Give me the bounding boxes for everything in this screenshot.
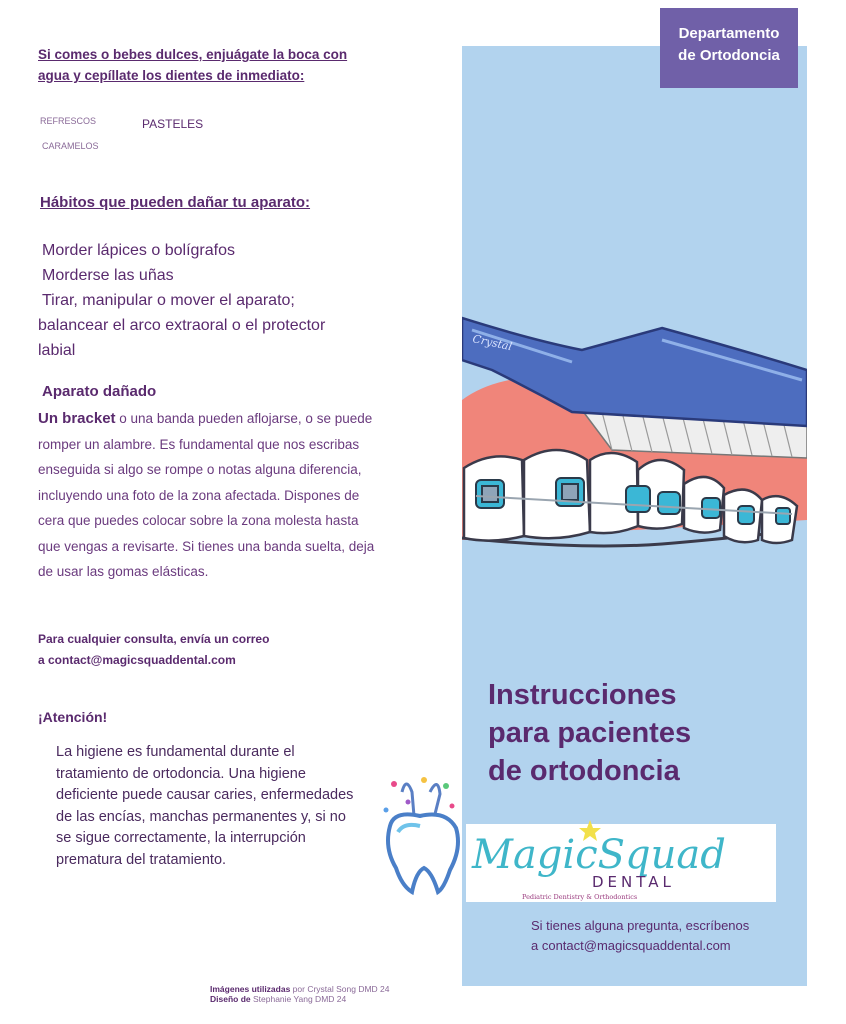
credits-images-by: por Crystal Song DMD 24 xyxy=(290,984,390,994)
damaged-paragraph xyxy=(38,406,383,585)
damaged-lead: Un bracket xyxy=(38,410,116,427)
tooth-mascot-icon xyxy=(384,777,459,892)
logo-tagline: Pediatric Dentistry & Orthodontics xyxy=(522,893,638,901)
habit-item: Tirar, manipular o mover el aparato; xyxy=(42,292,295,309)
magicsquad-logo xyxy=(380,776,780,902)
credits-design-label: Diseño de xyxy=(210,994,251,1004)
food-item-caramelos: CARAMELOS xyxy=(42,141,99,151)
logo-sub: DENTAL xyxy=(592,873,675,891)
damaged-text: o una banda pueden aflojarse, o se puede romper un alambre. Es fundamental que nos escribas enseguida si algo se rompe o notas alguna diferencia, incluyendo una foto de la zona afectada. Dispones de cera que puedes colocar sobre la zona molesta hasta que vengas a revisarte. Si tienes una banda suelta, deja de usar las gomas elásticas. xyxy=(38,411,375,579)
habits-heading: Hábitos que pueden dañar tu aparato: xyxy=(40,194,311,211)
department-line2: de Ortodoncia xyxy=(678,47,780,64)
damaged-heading: Aparato dañado xyxy=(42,383,157,400)
credits-images-label: Imágenes utilizadas xyxy=(210,984,291,994)
brochure-title xyxy=(488,676,788,790)
title-line3: de ortodoncia xyxy=(488,755,680,787)
contact-right-email-link[interactable]: a contact@magicsquaddental.com xyxy=(531,938,731,953)
habits-list xyxy=(38,238,368,363)
habit-item: Morder lápices o bolígrafos xyxy=(42,242,235,259)
credits-design-by: Stephanie Yang DMD 24 xyxy=(250,994,347,1004)
contact-block-right xyxy=(531,916,749,956)
department-line1: Departamento xyxy=(678,25,780,42)
sweets-heading xyxy=(38,44,368,86)
sweets-heading-line1: Si comes o bebes dulces, enjuágate la boca con xyxy=(38,47,348,62)
contact-block-left xyxy=(38,629,269,671)
habit-item: labial xyxy=(38,342,76,359)
habit-item: Morderse las uñas xyxy=(42,267,174,284)
food-item-refrescos: REFRESCOS xyxy=(40,116,97,126)
credits xyxy=(210,984,390,1004)
toothbrush-brand: Crystal xyxy=(471,332,514,354)
braces-toothbrush-illustration xyxy=(462,300,807,560)
contact-line1: Para cualquier consulta, envía un correo xyxy=(38,632,270,646)
logo-name: MagicSquad xyxy=(472,832,726,878)
title-line1: Instrucciones xyxy=(488,679,677,711)
attention-paragraph: La higiene es fundamental durante el tratamiento de ortodoncia. Una higiene deficiente puede causar caries, enfermedades de las encías, manchas permanentes y, si no se sigue correctamente, la interrupción prematura del tratamiento. xyxy=(56,744,354,868)
contact-right-line1: Si tienes alguna pregunta, escríbenos xyxy=(531,918,750,933)
department-badge xyxy=(660,8,798,88)
food-item-pasteles: PASTELES xyxy=(142,117,204,131)
contact-email-link[interactable]: a contact@magicsquaddental.com xyxy=(38,653,236,667)
attention-heading: ¡Atención! xyxy=(38,709,108,725)
sweets-heading-line2: agua y cepíllate los dientes de inmediato: xyxy=(38,68,305,83)
title-line2: para pacientes xyxy=(488,717,692,749)
habit-item: balancear el arco extraoral o el protector xyxy=(38,317,326,334)
